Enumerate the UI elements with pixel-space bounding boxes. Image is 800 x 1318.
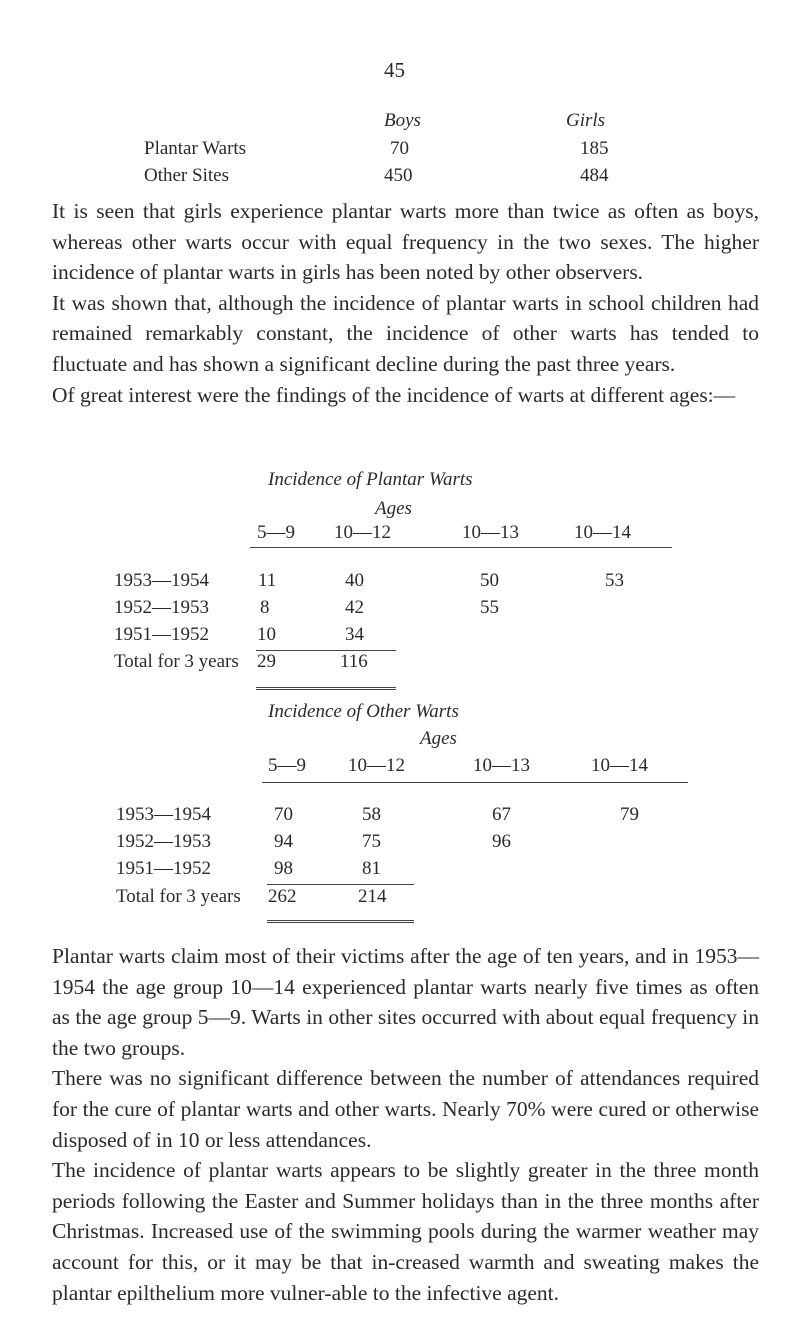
column-header: 10—12 — [334, 522, 391, 543]
table-cell: 42 — [345, 597, 364, 618]
total-cell: 29 — [257, 651, 276, 672]
total-cell: 116 — [340, 651, 368, 672]
column-header: 5—9 — [268, 755, 306, 776]
table-cell: 10 — [257, 624, 276, 645]
row-label: 1953—1954 — [114, 570, 209, 591]
body-text-bottom — [52, 941, 759, 1308]
table-cell: 53 — [605, 570, 624, 591]
table-cell: 50 — [480, 570, 499, 591]
table-cell: 58 — [362, 804, 381, 825]
paragraph: There was no significant difference between the number of attendances required for the cure of plantar warts and other warts. Nearly 70% were cured or otherwise disposed of in 10 or less attendances. — [52, 1066, 759, 1152]
page-number: 45 — [384, 58, 405, 82]
column-header: 10—14 — [591, 755, 648, 776]
paragraph: It is seen that girls experience plantar warts more than twice as often as boys, whereas other warts occur with equal frequency in the two sexes. The higher incidence of plantar warts in girls has been noted by other observers. — [52, 199, 759, 285]
table-cell: 34 — [345, 624, 364, 645]
row-label: 1951—1952 — [116, 858, 211, 879]
row-label: 1953—1954 — [116, 804, 211, 825]
table-cell: 79 — [620, 804, 639, 825]
column-header: 10—14 — [574, 522, 631, 543]
table-cell: 94 — [274, 831, 293, 852]
total-label: Total for 3 years — [114, 651, 239, 672]
table-subtitle: Ages — [420, 728, 457, 749]
header-boys: Boys — [384, 110, 421, 131]
header-rule — [250, 547, 672, 548]
table-cell: 96 — [492, 831, 511, 852]
paragraph: It was shown that, although the incidence of plantar warts in school children had remained remarkably constant, the incidence of other warts has tended to fluctuate and has shown a significant decline during the past three years. — [52, 290, 759, 376]
column-header: 10—13 — [462, 522, 519, 543]
row-label: 1951—1952 — [114, 624, 209, 645]
row-label: Plantar Warts — [144, 138, 247, 159]
table-cell: 70 — [274, 804, 293, 825]
paragraph: Of great interest were the findings of the incidence of warts at different ages:— — [52, 382, 736, 407]
total-rule — [256, 650, 396, 651]
header-girls: Girls — [566, 110, 606, 131]
table-cell: 40 — [345, 570, 364, 591]
table-title: Incidence of Other Warts — [268, 701, 459, 722]
total-cell: 214 — [358, 886, 387, 907]
cell-boys: 70 — [390, 138, 409, 159]
total-rule — [267, 884, 414, 885]
column-header: 10—13 — [473, 755, 530, 776]
total-label: Total for 3 years — [116, 886, 241, 907]
table-cell: 8 — [260, 597, 270, 618]
cell-boys: 450 — [384, 165, 413, 186]
table-cell: 55 — [480, 597, 499, 618]
column-header: 5—9 — [257, 522, 295, 543]
paragraph: Plantar warts claim most of their victims after the age of ten years, and in 1953—1954 the age group 10—14 experienced plantar warts nearly five times as often as the age group 5—9. Warts in other sites occurred with about equal frequency in the two groups. — [52, 944, 759, 1060]
total-cell: 262 — [268, 886, 297, 907]
table-subtitle: Ages — [375, 498, 412, 519]
cell-girls: 185 — [580, 138, 609, 159]
total-double-rule — [267, 920, 414, 923]
header-rule — [262, 782, 688, 783]
total-double-rule — [256, 687, 396, 690]
table-cell: 81 — [362, 858, 381, 879]
table-title: Incidence of Plantar Warts — [268, 469, 473, 490]
paragraph: The incidence of plantar warts appears to be slightly greater in the three month periods following the Easter and Summer holidays than in the three months after Christmas. Increased use of the swimming pools during the warmer weather may account for this, or it may be that in-creased warmth and sweating makes the plantar epilthelium more vulner-able to the infective agent. — [52, 1158, 759, 1305]
table-cell: 11 — [258, 570, 277, 591]
table-cell: 75 — [362, 831, 381, 852]
body-text-top — [52, 196, 759, 410]
table-cell: 98 — [274, 858, 293, 879]
row-label: 1952—1953 — [116, 831, 211, 852]
row-label: 1952—1953 — [114, 597, 209, 618]
column-header: 10—12 — [348, 755, 405, 776]
cell-girls: 484 — [580, 165, 609, 186]
row-label: Other Sites — [144, 165, 229, 186]
table-cell: 67 — [492, 804, 511, 825]
